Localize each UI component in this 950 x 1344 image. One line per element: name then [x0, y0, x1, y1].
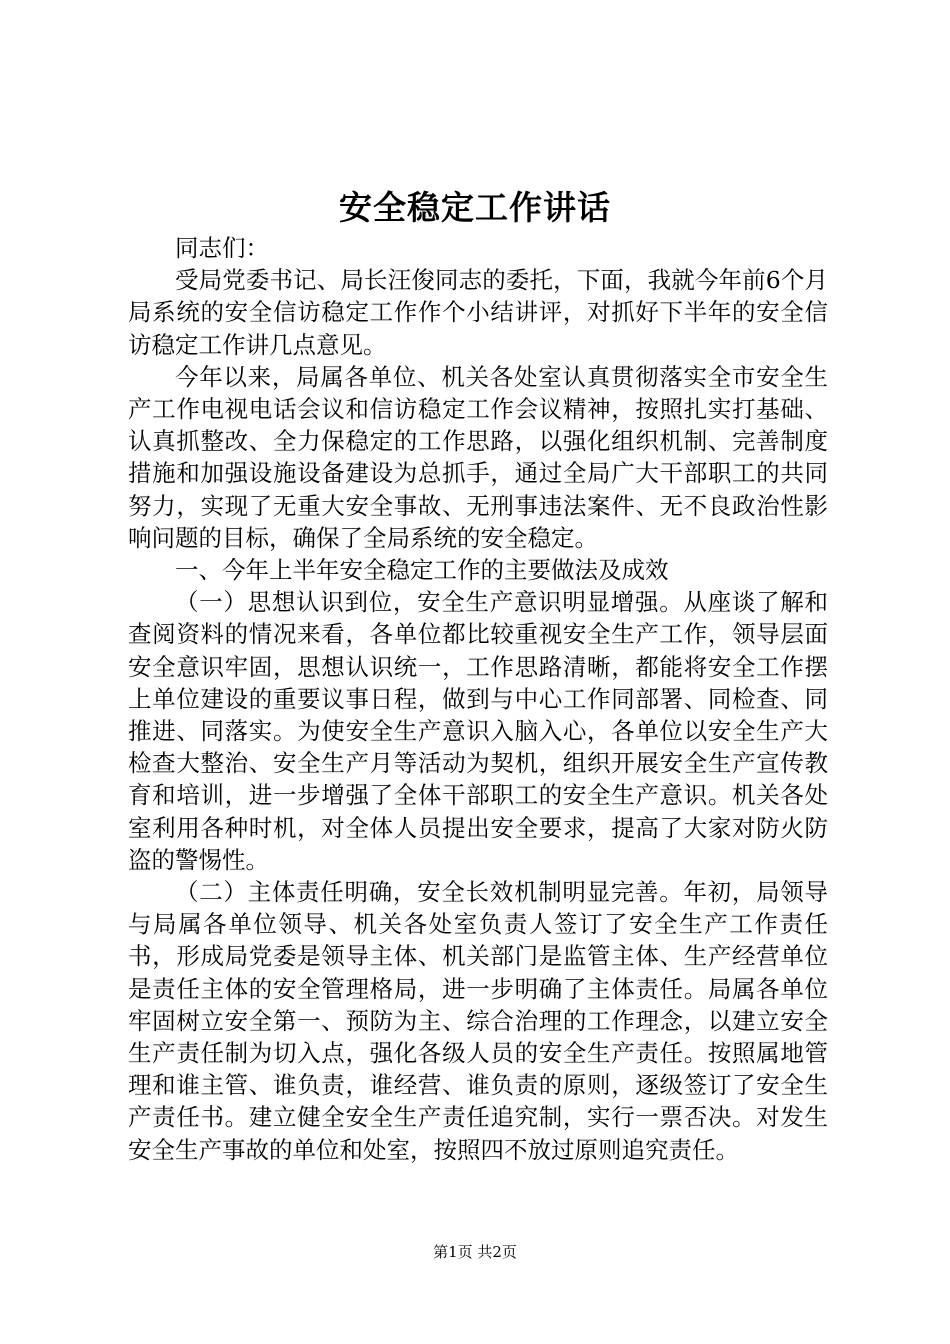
paragraph-item-2: （二）主体责任明确，安全长效机制明显完善。年初，局领导与局属各单位领导、机关各处室负责人签订了安全生产工作责任书，形成局党委是领导主体、机关部门是监管主体、生产经营单位是责任主体的安全管理格局，进一步明确了主体责任。局属各单位牢固树立安全第一、预防为主、综合治理的工作理念，以建立安全生产责任制为切入点，强化各级人员的安全生产责任。按照属地管理和谁主管、谁负责，谁经营、谁负责的原则，逐级签订了安全生产责任书。建立健全安全生产责任追究制，实行一票否决。对发生安全生产事故的单位和处室，按照四不放过原则追究责任。 — [128, 878, 828, 1164]
paragraph-summary: 今年以来，局属各单位、机关各处室认真贯彻落实全市安全生产工作电视电话会议和信访稳定工作会议精神，按照扎实打基础、认真抓整改、全力保稳定的工作思路，以强化组织机制、完善制度措施和加强设施设备建设为总抓手，通过全局广大干部职工的共同努力，实现了无重大安全事故、无刑事违法案件、无不良政治性影响问题的目标，确保了全局系统的安全稳定。 — [128, 362, 828, 552]
page-footer: 第1页 共2页 — [433, 1243, 517, 1261]
paragraph-intro: 受局党委书记、局长汪俊同志的委托，下面，我就今年前6个月局系统的安全信访稳定工作作个小结讲评，对抓好下半年的安全信访稳定工作讲几点意见。 — [128, 266, 828, 359]
document-body — [128, 232, 828, 1166]
paragraph-item-1: （一）思想认识到位，安全生产意识明显增强。从座谈了解和查阅资料的情况来看，各单位都比较重视安全生产工作，领导层面安全意识牢固，思想认识统一，工作思路清晰，都能将安全工作摆上单位建设的重要议事日程，做到与中心工作同部署、同检查、同推进、同落实。为使安全生产意识入脑入心，各单位以安全生产大检查大整治、安全生产月等活动为契机，组织开展安全生产宣传教育和培训，进一步增强了全体干部职工的安全生产意识。机关各处室利用各种时机，对全体人员提出安全要求，提高了大家对防火防盗的警惕性。 — [128, 588, 828, 874]
document-title: 安全稳定工作讲话 — [339, 188, 611, 227]
section-heading: 一、今年上半年安全稳定工作的主要做法及成效 — [175, 556, 669, 585]
salutation: 同志们： — [175, 234, 269, 262]
